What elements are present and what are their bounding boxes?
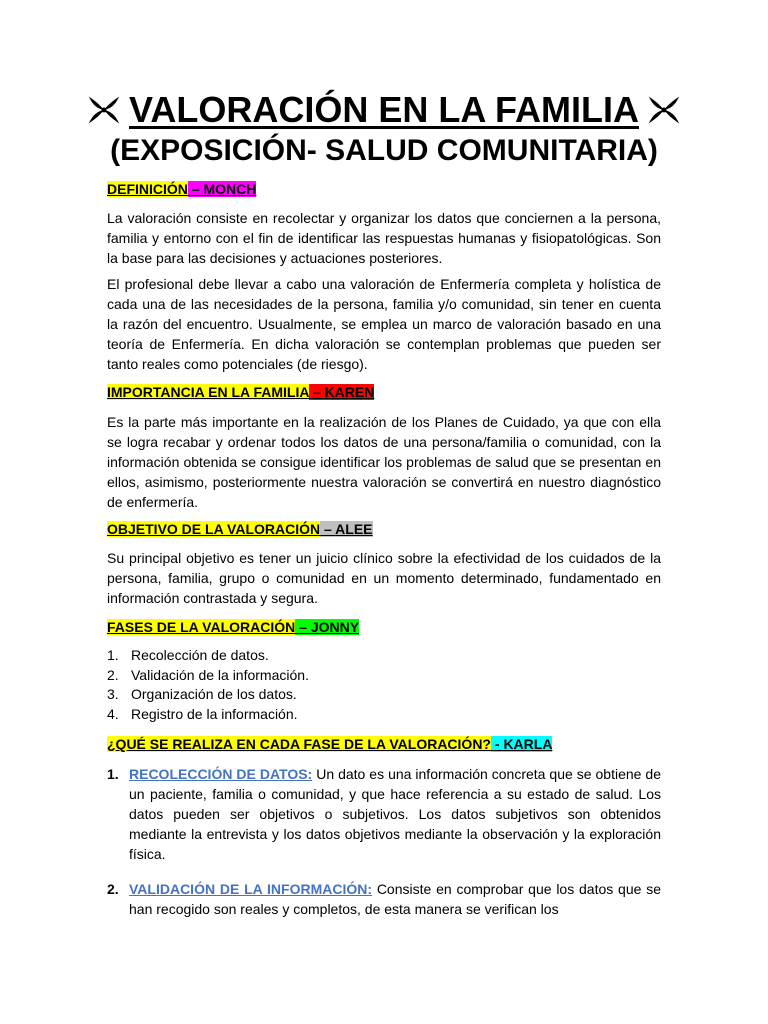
presenter-monch: – MONCH (187, 181, 257, 197)
presenter-jonny: – JONNY (295, 619, 360, 635)
list-item: 4. Registro de la información. (107, 705, 298, 722)
presenter-alee: – ALEE (320, 521, 373, 537)
fases-list (107, 646, 661, 724)
page-subtitle: (EXPOSICIÓN- SALUD COMUNITARIA) (110, 134, 658, 167)
presenter-karen: – KAREN (308, 384, 375, 400)
presenter-karla: - KARLA (490, 736, 553, 752)
heading-objetivo: OBJETIVO DE LA VALORACIÓN – ALEE (107, 521, 373, 537)
heading-definicion: DEFINICIÓN – MONCH (107, 181, 257, 197)
fleuron-left-icon (87, 93, 121, 127)
list-item: 2. Validación de la información. (107, 666, 309, 683)
list-item: 1. Recolección de datos. (107, 647, 269, 663)
heading-importancia: IMPORTANCIA EN LA FAMILIA – KAREN (107, 384, 375, 400)
que-se-realiza-list (107, 764, 661, 864)
heading-que-se-realiza: ¿QUÉ SE REALIZA EN CADA FASE DE LA VALORACIÓN? - KARLA (107, 736, 553, 752)
title-row (0, 90, 768, 130)
fleuron-right-icon (647, 93, 681, 127)
term-validacion: VALIDACIÓN DE LA INFORMACIÓN: (129, 881, 373, 897)
heading-fases: FASES DE LA VALORACIÓN – JONNY (107, 619, 360, 635)
paragraph-objetivo: Su principal objetivo es tener un juicio clínico sobre la efectividad de los cuidados de la persona, familia, grupo o comunidad en un momento determinado, fundamentado en información contrastada y segura. (107, 550, 661, 606)
term-recoleccion: RECOLECCIÓN DE DATOS: (129, 766, 313, 782)
paragraph-definicion-1: La valoración consiste en recolectar y organizar los datos que conciernen a la persona, familia y entorno con el fin de identificar las respuestas humanas y fisiopatológicas. Son la base para las decisiones y actuaciones posteriores. (107, 210, 661, 266)
que-se-realiza-list-2 (107, 879, 661, 919)
list-item: 3. Organización de los datos. (107, 686, 297, 702)
paragraph-definicion-2: El profesional debe llevar a cabo una valoración de Enfermería completa y holística de cada una de las necesidades de la persona, familia y/o comunidad, sin tener en cuenta la razón del encuentro. Usualmente, se emplea un marco de valoración basado en una teoría de Enfermería. En dicha valoración se contemplan problemas que pueden ser tanto reales como potenciales (de riesgo). (107, 276, 661, 372)
paragraph-importancia: Es la parte más importante en la realización de los Planes de Cuidado, ya que con ella se logra recabar y ordenar todos los datos de una persona/familia o comunidad, con la información obtenida se consigue identificar los problemas de salud que se presentan en ellos, asimismo, posteriormente nuestra valoración se convertirá en nuestro diagnóstico de enfermería. (107, 414, 661, 510)
page-title: VALORACIÓN EN LA FAMILIA (129, 89, 639, 130)
list-item: 1. RECOLECCIÓN DE DATOS: Un dato es una información concreta que se obtiene de un paciente, familia o comunidad, y que hace referencia a su estado de salud. Los datos pueden ser objetivos o subjetivos. Los datos subjetivos son obtenidos mediante la entrevista y los datos objetivos mediante la observación y la exploración física. (107, 766, 662, 862)
list-item: 2. VALIDACIÓN DE LA INFORMACIÓN: Consiste en comprobar que los datos que se han recogido son reales y completos, de esta manera se verifican los (107, 881, 661, 917)
